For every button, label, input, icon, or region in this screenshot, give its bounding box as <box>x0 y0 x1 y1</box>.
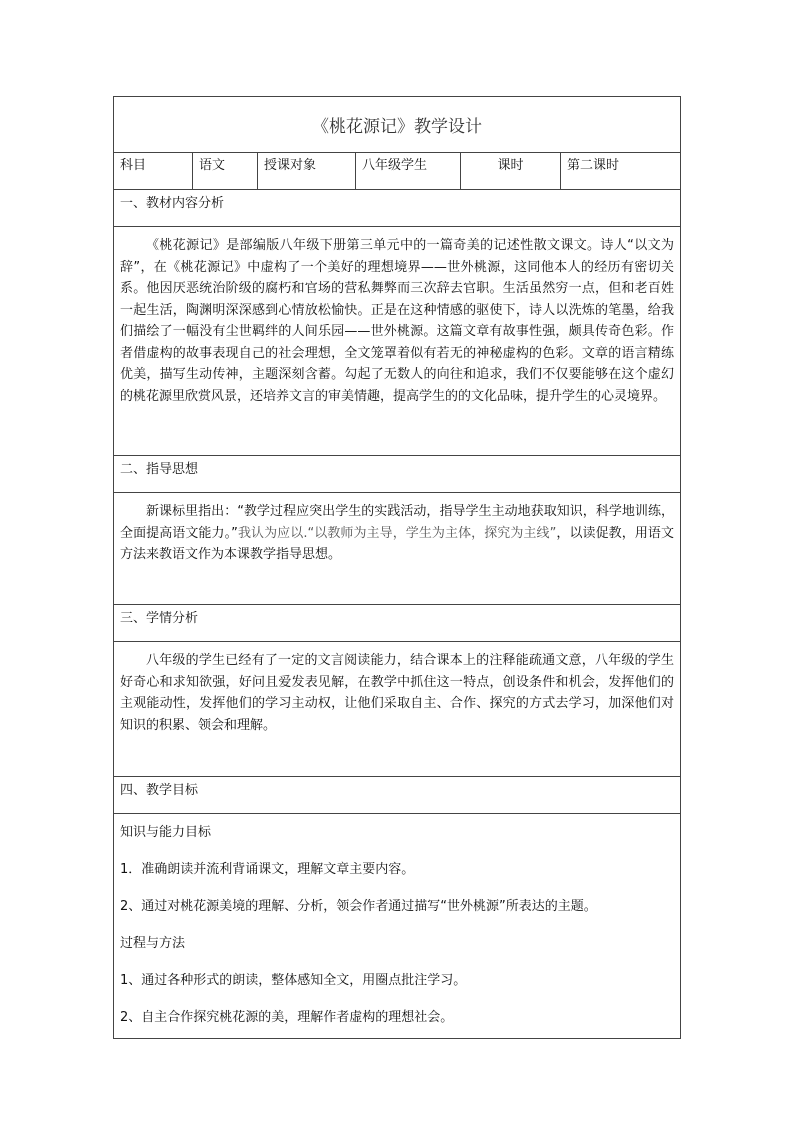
objective-item: 1．准确朗读并流利背诵课文，理解文章主要内容。 <box>120 862 415 877</box>
objective-item: 1、通过各种形式的朗读，整体感知全文，用圈点批注学习。 <box>120 973 467 988</box>
objective-item: 2、通过对桃花源美境的理解、分析，领会作者通过描写“世外桃源”所表达的主题。 <box>120 899 597 914</box>
section-text-materials: 《桃花源记》是部编版八年级下册第三单元中的一篇奇美的记述性散文课文。诗人“以文为辞”，在《桃花源记》中虚构了一个美好的理想境界——世外桃源，这同他本人的经历有密切关系。他因厌恶统治阶级的腐朽和官场的营私舞弊而三次辞去官职。生活虽然穷一点，但和老百姓一起生活，陶渊明深深感到心情放松愉快。正是在这种情感的驱使下，诗人以洗炼的笔墨，给我们描绘了一幅没有尘世羁绊的人间乐园——世外桃源。这篇文章有故事性强，颇具传奇色彩。作者借虚构的故事表现自己的社会理想，全文笼罩着似有若无的神秘虚构的色彩。文章的语言精练优美，描写生动传神，主题深刻含蓄。勾起了无数人的向往和追求，我们不仅要能够在这个虚幻的桃花源里欣赏风景，还培养文言的审美情趣，提高学生的的文化品味，提升学生的心灵境界。 <box>114 227 680 456</box>
audience-label: 授课对象 <box>258 153 356 189</box>
audience-value: 八年级学生 <box>356 153 461 189</box>
meta-row <box>114 153 680 190</box>
section-heading-guiding-idea: 二、指导思想 <box>114 456 680 493</box>
period-value: 第二课时 <box>567 158 620 173</box>
objective-group-title: 过程与方法 <box>120 936 186 951</box>
section-heading-objectives: 四、教学目标 <box>114 777 680 814</box>
subject-label: 科目 <box>114 153 193 189</box>
guiding-idea-principle: 我认为应以.“以教师为主导，学生为主体，探究为主线” <box>237 525 557 541</box>
objectives-list <box>114 814 680 1038</box>
objective-group-title: 知识与能力目标 <box>120 825 212 840</box>
guiding-idea-quote: 新课标里指出：“教学过程应突出学生的实践活动，指导学生主动地获取知识，科学地训练，全面提高语文能力。” <box>120 504 674 541</box>
section-heading-materials: 一、教材内容分析 <box>114 190 680 227</box>
section-text-guiding-idea <box>114 493 680 605</box>
guiding-idea-method: ，以读促教，用语文方法来教语文作为本课教学指导思想。 <box>120 525 674 562</box>
subject-value: 语文 <box>193 153 258 189</box>
lesson-plan-table <box>113 96 681 1039</box>
section-heading-students: 三、学情分析 <box>114 605 680 642</box>
objective-item: 2、自主合作探究桃花源的美，理解作者虚构的理想社会。 <box>120 1010 454 1025</box>
section-text-students: 八年级的学生已经有了一定的文言阅读能力，结合课本上的注释能疏通文意，八年级的学生好奇心和求知欲强，好问且爱发表见解，在教学中抓住这一特点，创设条件和机会，发挥他们的主观能动性，发挥他们的学习主动权，让他们采取自主、合作、探究的方式去学习，加深他们对知识的积累、领会和理解。 <box>114 642 680 777</box>
period-label: 课时 <box>461 153 561 189</box>
document-title: 《桃花源记》教学设计 <box>114 97 680 153</box>
